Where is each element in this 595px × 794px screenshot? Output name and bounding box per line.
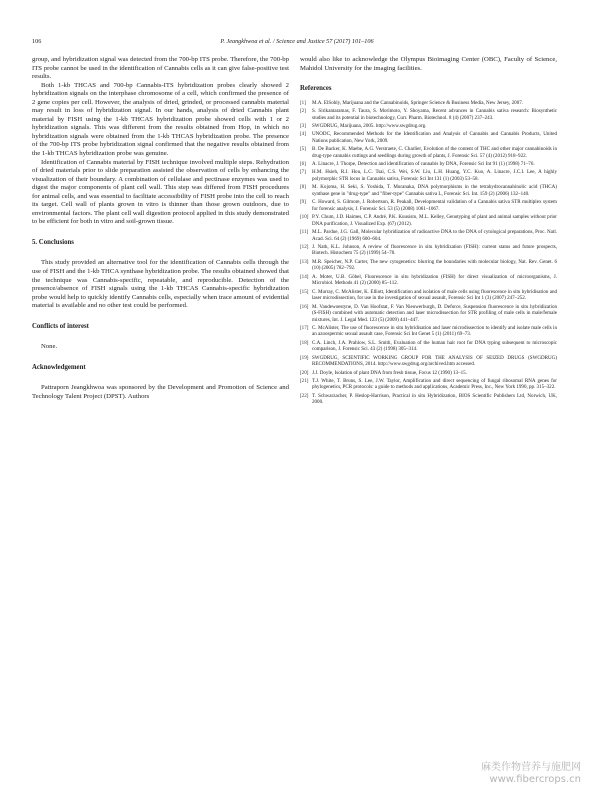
- reference-number: [10]: [300, 214, 309, 221]
- reference-item: [300, 378, 557, 391]
- reference-item: [300, 289, 557, 302]
- reference-text: H.M. Hsieh, R.J. Hou, L.C. Tsai, C.S. Wei, S.W. Liu, L.H. Huang, Y.C. Kuo, A. Linacre, J.C.I. Lee, A highly polymorphic STR locus in Cannabis sativa, Forensic Sci Int 131 (1) (2003) 53–58.: [312, 169, 557, 182]
- left-column: [32, 56, 289, 402]
- reference-text: SWGDRUG, SCIENTIFIC WORKING GROUP FOR THE ANALYSIS OF SEIZED DRUGS (SWGDRUG) RECOMMENDATIONS, 2014. http://www.swgdrug.org/archived.htm accessed.: [312, 354, 557, 368]
- reference-item: [300, 393, 557, 406]
- page-header: [32, 38, 562, 50]
- reference-item: [300, 304, 557, 324]
- reference-text: B. De Backer, K. Maebe, A.G. Verstraete, C. Charlier, Evolution of the content of THC and other major cannabinoids in drug-type cannabis cuttings and seedlings during growth of plants, J. Forensic Sci. 57 (4) (2012) 918–922.: [312, 146, 557, 159]
- reference-text: T.J. White, T. Bruns, S. Lee, J.W. Taylor, Amplification and direct sequencing of fungal ribosomal RNA genes for phylogenetics, PCR protocols: a guide to methods and applications, Academic Press, Inc., New York 1990, pp. 315–322.: [312, 377, 557, 391]
- reference-item: [300, 259, 557, 272]
- reference-item: [300, 131, 557, 144]
- reference-text: C. Murray, C. McAlister, K. Elliott, Identification and isolation of male cells using fluorescence in situ hybridisation and laser microdissection, for use in the investigation of sexual assault, Forensic Sci Int 1 (3) (2007) 247–252.: [312, 288, 557, 302]
- reference-text: SWGDRUG, Marijuana, 2005. http://www.swgdrug.org.: [312, 122, 427, 129]
- reference-text: C. McAlister, The use of fluorescence in situ hybridisation and laser microdissection to identify and isolate male cells in an azoospermic sexual assault case, Forensic Sci Int Genet 5 (1) (2011) 69–73.: [312, 324, 557, 338]
- reference-text: J.J. Doyle, Isolation of plant DNA from fresh tissue, Focus 12 (1990) 13–15.: [312, 369, 467, 376]
- reference-number: [13]: [300, 258, 309, 265]
- reference-text: M.L. Pardue, J.G. Gall, Molecular hybridization of radioactive DNA to the DNA of cytological preparations, Proc. Natl. Acad. Sci. 64 (2) (1969) 600–604.: [312, 229, 557, 242]
- body-paragraph: Identification of Cannabis material by FISH technique involved multiple steps. Rehydration of dried materials prior to slide preparation assisted the observation of cells by enhancing the visualization of their boundary. A combination of cellulase and pectinase enzymes was used to digest the major components of plant cell wall. This step was differed from FISH procedures for animal cells, and was essential to facilitate accessibility of FISH probe into the cell to reach its target. Cell wall of plants grown in vitro is thinner than those grown outdoors, due to environmental factors. The plant cell wall digestion protocol applied in this study demonstrated to be efficient for both in vitro and soil-grown tissue.: [32, 158, 289, 226]
- right-column: [300, 56, 557, 408]
- running-head: P. Jeangkhwoa et al. / Science and Justice 57 (2017) 101–106: [220, 38, 374, 45]
- reference-number: [19]: [300, 354, 309, 361]
- reference-item: [300, 370, 557, 377]
- reference-text: S. Sirikantaramas, F. Taura, S. Morimoto, Y. Shoyama, Recent advances in Cannabis sativa research: Biosynthetic studies and its potential in biotechnology, Curr. Pharm. Biotechnol. 8 (4) (2007) 237–243.: [312, 108, 557, 121]
- reference-number: [3]: [300, 122, 306, 129]
- page-number: 106: [32, 38, 42, 45]
- reference-text: M. Kojoma, H. Seki, S. Yoshida, T. Muranaka, DNA polymorphisms in the tetrahydrocannabinolic acid (THCA) synthase gene in "drug-type" and "fiber-type" Cannabis sativa L, Forensic Sci. Int. 159 (2) (2006) 132–140.: [312, 184, 557, 197]
- reference-number: [11]: [300, 229, 309, 236]
- reference-item: [300, 214, 557, 227]
- reference-number: [1]: [300, 99, 306, 106]
- reference-text: M. Vandewoestyne, D. Van Hoofstat, F. Van Nieuwerburgh, D. Deforce, Suspension fluorescence in situ hybridization (S-FISH) combined with automatic detection and laser microdissection for STR profiling of male cells in male/female mixtures, Int. J. Legal Med. 123 (5) (2009) 441–447.: [312, 303, 557, 323]
- reference-list: [300, 100, 557, 406]
- reference-text: A. Moter, U.B. Göbel, Fluorescence in situ hybridization (FISH) for direct visualization of microorganisms, J. Microbiol. Methods 41 (2) (2000) 85–112.: [312, 273, 557, 287]
- reference-number: [20]: [300, 369, 309, 376]
- acknowledgement-continuation: would also like to acknowledge the Olympus Bioimaging Center (OBC), Faculty of Science, Mahidol University for the imaging facilities.: [300, 56, 557, 72]
- reference-number: [14]: [300, 273, 309, 280]
- body-paragraph: group, and hybridization signal was detected from the 700-bp ITS probe. Therefore, the 700-bp ITS probe cannot be used in the identification of Cannabis cells as it can give false-positive test results.: [32, 56, 289, 81]
- reference-text: T. Schwarzacher, P. Heslop-Harrison, Practical in situ Hybridization, BIOS Scientific Publishers Ltd, Norwich, UK, 2000.: [312, 392, 557, 406]
- conflicts-heading: Conflicts of interest: [32, 322, 89, 330]
- reference-item: [300, 274, 557, 287]
- reference-item: [300, 184, 557, 197]
- reference-item: [300, 161, 557, 168]
- reference-text: J. Nath, K.L. Johnson, A review of fluorescence in situ hybridization (FISH): current status and future prospects, Biotech. Histochem 75 (2) (1999) 54–78.: [312, 243, 557, 257]
- acknowledgement-heading: Acknowledgement: [32, 363, 86, 371]
- reference-item: [300, 108, 557, 121]
- reference-number: [5]: [300, 146, 306, 153]
- reference-text: C. Howard, S. Gilmore, J. Robertson, R. Peakall, Developmental validation of a Cannabis sativa STR multiplex system for forensic analysis, J. Forensic Sci. 53 (5) (2008) 1061–1067.: [312, 199, 557, 212]
- conclusions-paragraph: This study provided an alternative tool for the identification of Cannabis cells through the use of FISH and the 1-kb THCA synthase hybridization probe. The results obtained showed that the technique was Cannabis-specific, repeatable, and reproducible. Detection of the presence/absence of FISH signals using the 1-kb THCAS Cannabis-specific hybridization probe would help to quickly identify Cannabis cells, especially when trace amount of evidential material is available and no other test could be performed.: [32, 259, 289, 310]
- reference-number: [8]: [300, 184, 306, 191]
- reference-text: A. Linacre, J. Thorpe, Detection and identification of cannabis by DNA, Forensic Sci Int 91 (1) (1998) 71–76.: [312, 161, 535, 168]
- reference-text: M.R. Speicher, N.P. Carter, The new cytogenetics: blurring the boundaries with molecular biology, Nat. Rev. Genet. 6 (10) (2005) 782–792.: [312, 258, 557, 272]
- watermark-line: 麻类作物营养与施肥网: [481, 762, 581, 773]
- reference-number: [18]: [300, 339, 309, 346]
- reference-item: [300, 100, 557, 107]
- watermark-line: www.fibercrops.cn: [489, 774, 581, 785]
- reference-item: [300, 146, 557, 159]
- reference-number: [17]: [300, 324, 309, 331]
- reference-number: [16]: [300, 303, 309, 310]
- references-heading: References: [300, 85, 332, 93]
- acknowledgement-paragraph: Pattraporn Jeangkhwoa was sponsored by the Development and Promotion of Science and Technology Talent Project (DPST). Authors: [32, 384, 289, 400]
- reference-number: [9]: [300, 199, 306, 206]
- reference-item: [300, 199, 557, 212]
- reference-item: [300, 340, 557, 353]
- reference-number: [2]: [300, 108, 306, 115]
- conclusions-heading: 5. Conclusions: [32, 238, 74, 246]
- conflicts-paragraph: None.: [41, 343, 58, 351]
- reference-text: C.A. Linch, J.A. Prahlow, S.L. Smith, Evaluation of the human hair root for DNA typing subsequent to microscopic comparison, J. Forensic Sci. 43 (2) (1998) 305–314.: [312, 339, 557, 353]
- reference-text: P.Y. Chum, J.D. Haimes, C.P. André, P.K. Kuusisto, M.L. Kelley, Genotyping of plant and animal samples without prior DNA purification, J. Visualized Exp. (67) (2012).: [312, 214, 557, 227]
- reference-item: [300, 229, 557, 242]
- reference-text: UNODC, Recommended Methods for the Identification and Analysis of Cannabis and Cannabis Products, United Nations publication, New York, 2009.: [312, 131, 557, 144]
- reference-number: [7]: [300, 169, 306, 176]
- reference-item: [300, 244, 557, 257]
- reference-number: [22]: [300, 392, 309, 399]
- reference-item: [300, 355, 557, 368]
- reference-item: [300, 325, 557, 338]
- reference-text: M.A. ElSohly, Marijuana and the Cannabinoids, Springer Science & Business Media, New Jersey, 2007.: [312, 99, 523, 106]
- reference-number: [12]: [300, 243, 309, 250]
- reference-number: [21]: [300, 377, 309, 384]
- reference-number: [4]: [300, 131, 306, 138]
- reference-number: [15]: [300, 288, 309, 295]
- reference-item: [300, 169, 557, 182]
- body-paragraph: Both 1-kb THCAS and 700-bp Cannabis-ITS hybridization probes clearly showed 2 hybridization signals on the interphase chromosome of a cell, which confirmed the presence of 2 gene copies per cell. However, the analysis of dried, grinded, or processed cannabis material may result in loss of hybridization signal. In our hands, analysis of dried Cannabis plant material by FISH using the 1-kb THCAS hybridization probe showed cells with 1 or 2 hybridization signals. This was different from the results obtained from Hop, in which no hybridization signals were obtained from the 1-kb THCAS hybridization probe. The presence of the 700-bp ITS probe hybridization signal confirmed that the negative results obtained from the 1-kb THCAS hybridization probe was genuine.: [32, 81, 289, 158]
- watermark: [481, 762, 581, 786]
- reference-item: [300, 123, 557, 130]
- reference-number: [6]: [300, 161, 306, 168]
